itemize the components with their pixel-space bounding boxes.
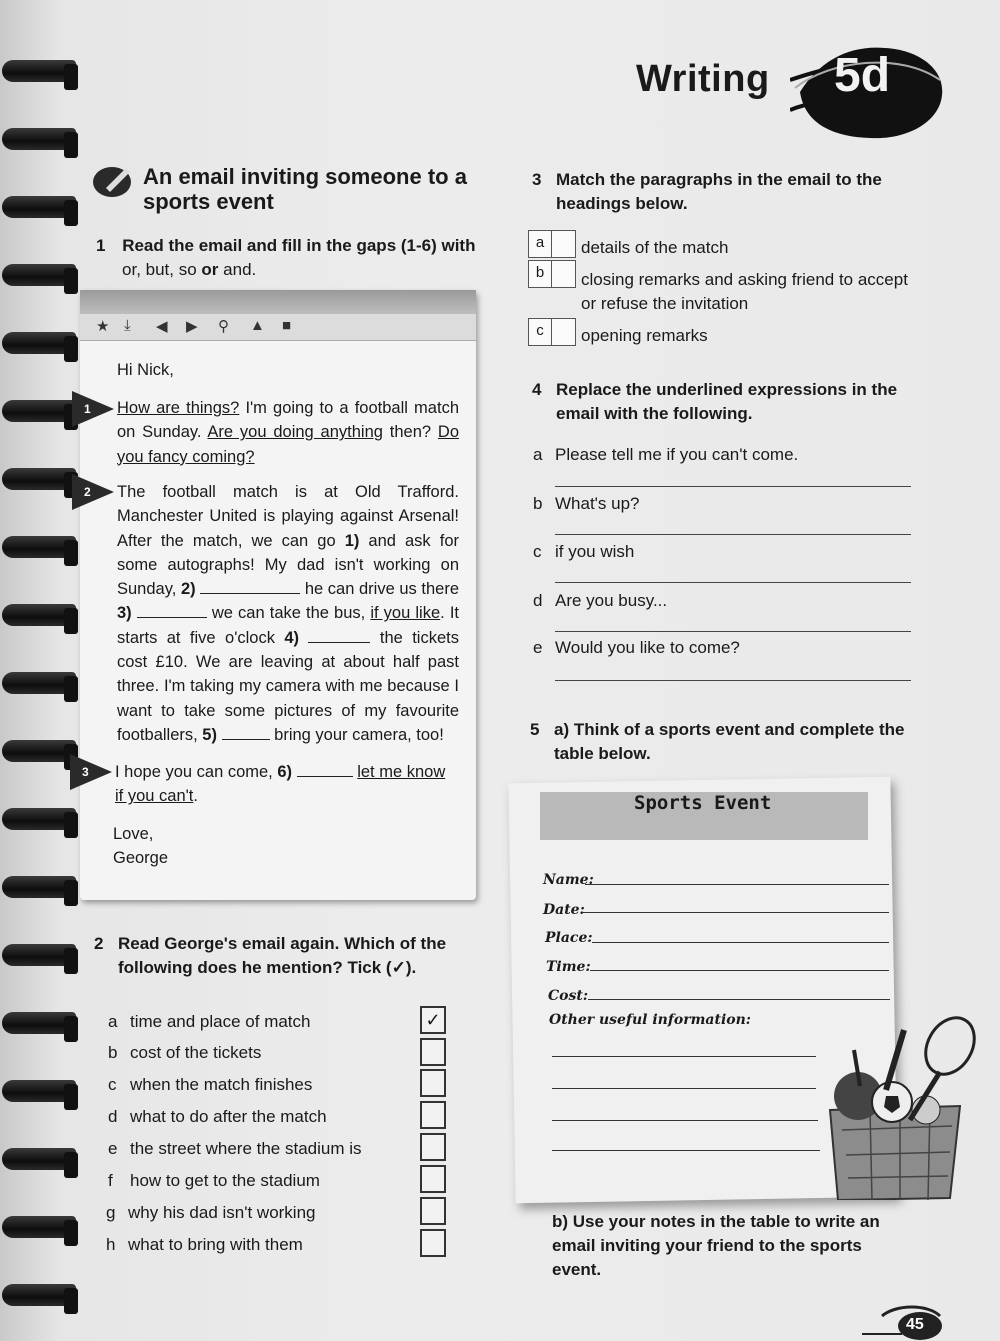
email-text: we can take the bus, bbox=[206, 604, 371, 623]
email-paragraph-2 bbox=[117, 480, 459, 747]
option-text: Would you like to come? bbox=[555, 638, 740, 657]
question-4 bbox=[532, 378, 912, 426]
question-2 bbox=[94, 932, 474, 980]
question-5b: b) Use your notes in the table to write an email inviting your friend to the sports event. bbox=[552, 1212, 880, 1279]
replacement-item bbox=[533, 540, 634, 564]
option-text: what to do after the match bbox=[130, 1107, 327, 1126]
paragraph-marker-number: 1 bbox=[84, 402, 91, 416]
replacement-item bbox=[533, 443, 798, 467]
option-letter: a bbox=[533, 445, 543, 464]
question-5a bbox=[530, 718, 910, 766]
separator: , bbox=[169, 260, 179, 279]
answer-line[interactable] bbox=[555, 486, 911, 487]
email-text: I'm going to a football match on Sunday. bbox=[117, 399, 459, 442]
answer-letter: a bbox=[529, 231, 552, 257]
field-line[interactable] bbox=[590, 970, 889, 971]
field-label: Name: bbox=[543, 872, 594, 888]
email-text: he can drive us there bbox=[300, 580, 459, 599]
answer-line[interactable] bbox=[555, 534, 911, 535]
email-text: . It starts at five o'clock bbox=[117, 604, 460, 647]
option-text: what to bring with them bbox=[128, 1235, 303, 1254]
gap-number: 1) bbox=[344, 531, 360, 550]
paragraph-marker-number: 2 bbox=[84, 485, 91, 499]
binding-ring bbox=[2, 468, 76, 490]
gap-number: 6) bbox=[277, 763, 293, 781]
tick-checkbox[interactable] bbox=[420, 1101, 446, 1129]
email-text: bring your camera, too! bbox=[269, 725, 444, 744]
word-but: but bbox=[145, 260, 170, 279]
binding-ring bbox=[2, 1284, 76, 1306]
forward-arrow-icon: ▶ bbox=[186, 318, 198, 335]
binding-ring bbox=[2, 264, 76, 286]
email-text: The football match is at Old Trafford. Manchester United is playing against Arsenal! After the match, we can go bbox=[117, 483, 459, 550]
binding-ring bbox=[2, 1216, 76, 1238]
binding-ring bbox=[2, 1080, 76, 1102]
email-greeting: Hi Nick, bbox=[117, 361, 174, 379]
email-toolbar bbox=[80, 314, 476, 341]
gap-number: 3) bbox=[117, 604, 132, 623]
answer-box[interactable] bbox=[528, 230, 576, 258]
option-text: time and place of match bbox=[130, 1012, 311, 1031]
checklist-item bbox=[108, 1041, 261, 1065]
underlined-expression: Do you fancy coming? bbox=[117, 423, 459, 466]
tick-checkbox[interactable] bbox=[420, 1133, 446, 1161]
underlined-expression: if you like bbox=[370, 604, 441, 623]
option-letter: c bbox=[108, 1075, 117, 1094]
question-prompt: Read the email and fill in the gaps (1-6) with bbox=[122, 236, 476, 255]
field-label: Cost: bbox=[548, 988, 588, 1004]
sports-equipment-basket-icon bbox=[800, 1010, 980, 1200]
binding-ring bbox=[2, 944, 76, 966]
tick-checkbox[interactable] bbox=[420, 1165, 446, 1193]
option-text: What's up? bbox=[555, 494, 640, 513]
info-line[interactable] bbox=[552, 1120, 818, 1121]
underlined-expression: How are things? bbox=[117, 399, 240, 417]
other-info-label: Other useful information: bbox=[549, 1012, 751, 1028]
question-number: 1 bbox=[96, 236, 106, 255]
question-prompt: Match the paragraphs in the email to the headings below. bbox=[556, 170, 882, 213]
unit-badge: 5d bbox=[834, 49, 891, 102]
question-3 bbox=[532, 168, 912, 216]
option-text: cost of the tickets bbox=[130, 1043, 262, 1062]
field-label: Date: bbox=[543, 902, 585, 918]
star-icon: ★ bbox=[96, 318, 110, 335]
answer-box[interactable] bbox=[528, 318, 576, 346]
question-prompt: Replace the underlined expressions in the email with the following. bbox=[556, 380, 898, 423]
separator: , bbox=[136, 260, 146, 279]
field-label: Time: bbox=[546, 959, 591, 975]
info-line[interactable] bbox=[552, 1150, 820, 1151]
page-number-splash-icon bbox=[862, 1300, 942, 1340]
answer-letter: b bbox=[529, 261, 552, 287]
gap-blank[interactable] bbox=[137, 617, 207, 618]
question-number: 2 bbox=[94, 934, 104, 953]
option-letter: d bbox=[533, 591, 543, 610]
option-letter: d bbox=[108, 1107, 118, 1126]
binding-ring bbox=[2, 808, 76, 830]
option-letter: g bbox=[106, 1203, 116, 1222]
option-letter: c bbox=[533, 542, 542, 561]
email-text: the tickets cost £10. We are leaving at about half past three. I'm taking my camera with me because I want to take some pictures of my favourite footballers, bbox=[117, 628, 459, 744]
paragraph-marker-number: 3 bbox=[82, 765, 89, 779]
gap-number: 2) bbox=[180, 580, 196, 599]
checklist-item bbox=[108, 1010, 310, 1034]
separator: . bbox=[251, 260, 257, 279]
tick-checkbox[interactable] bbox=[420, 1197, 446, 1225]
question-prompt: Read George's email again. Which of the following does he mention? Tick (✓). bbox=[118, 934, 447, 977]
option-text: when the match finishes bbox=[130, 1075, 313, 1094]
replacement-item bbox=[533, 589, 667, 613]
binding-ring bbox=[2, 740, 76, 762]
answer-line[interactable] bbox=[555, 680, 911, 681]
tick-checkbox[interactable] bbox=[420, 1038, 446, 1066]
question-prompt: a) Think of a sports event and complete the table below. bbox=[554, 720, 905, 763]
underlined-expression: let me know if you can't bbox=[115, 763, 446, 806]
mail-icon: ■ bbox=[282, 317, 292, 334]
gap-number: 5) bbox=[202, 725, 217, 744]
field-line[interactable] bbox=[585, 884, 889, 885]
email-text: and ask for some autographs! My dad isn't working on Sunday, bbox=[117, 531, 459, 599]
paragraph-marker bbox=[72, 391, 114, 427]
checklist-item bbox=[106, 1201, 316, 1225]
word-and: and bbox=[223, 260, 252, 279]
email-text: I hope you can come, bbox=[115, 763, 278, 781]
option-letter: b bbox=[533, 494, 543, 513]
binding-ring bbox=[2, 332, 76, 354]
field-line[interactable] bbox=[588, 999, 890, 1000]
field-line[interactable] bbox=[583, 912, 889, 913]
question-number: 3 bbox=[532, 170, 542, 189]
binding-ring bbox=[2, 604, 76, 626]
note-title: Sports Event bbox=[634, 792, 772, 814]
question-number: 4 bbox=[532, 380, 542, 399]
option-letter: b bbox=[108, 1043, 118, 1062]
heading-option: opening remarks bbox=[581, 326, 708, 345]
info-line[interactable] bbox=[552, 1088, 816, 1089]
option-text: Are you busy... bbox=[555, 591, 668, 610]
spiral-binding bbox=[0, 0, 46, 1341]
heading-option: details of the match bbox=[581, 238, 729, 257]
option-letter: e bbox=[533, 638, 543, 657]
option-letter: h bbox=[106, 1235, 116, 1254]
field-line[interactable] bbox=[592, 942, 889, 943]
replacement-item bbox=[533, 492, 640, 516]
checklist-item bbox=[108, 1073, 312, 1097]
binding-ring bbox=[2, 876, 76, 898]
binding-ring bbox=[2, 1148, 76, 1170]
binding-ring bbox=[2, 60, 76, 82]
checklist-item bbox=[106, 1233, 303, 1257]
option-text: if you wish bbox=[555, 542, 635, 561]
back-arrow-icon: ◀ bbox=[156, 318, 168, 335]
email-signature: George bbox=[113, 849, 169, 867]
section-title: An email inviting someone to a sports event bbox=[143, 164, 467, 214]
question-number: 5 bbox=[530, 720, 540, 739]
email-paragraph-3 bbox=[115, 760, 457, 809]
print-icon: ▲ bbox=[250, 317, 265, 334]
binding-ring bbox=[2, 400, 76, 422]
email-text: then? bbox=[382, 423, 438, 442]
email-text: . bbox=[193, 787, 198, 806]
option-text: why his dad isn't working bbox=[128, 1203, 316, 1222]
word-or: or bbox=[122, 260, 137, 279]
binding-ring bbox=[2, 128, 76, 150]
question-1 bbox=[96, 234, 486, 282]
gap-blank[interactable] bbox=[308, 642, 370, 643]
underlined-expression: Are you doing anything bbox=[207, 423, 383, 442]
answer-letter: c bbox=[529, 319, 552, 345]
gap-blank[interactable] bbox=[297, 776, 353, 777]
option-text: Please tell me if you can't come. bbox=[555, 445, 799, 464]
binding-ring bbox=[2, 1012, 76, 1034]
email-paragraph-1 bbox=[117, 396, 459, 469]
option-letter: f bbox=[108, 1171, 113, 1190]
binding-ring bbox=[2, 536, 76, 558]
binding-ring bbox=[2, 196, 76, 218]
checklist-item bbox=[108, 1105, 327, 1129]
email-closing: Love, bbox=[113, 825, 154, 843]
gap-number: 4) bbox=[284, 628, 300, 647]
checklist-item bbox=[108, 1137, 362, 1161]
paragraph-marker bbox=[72, 474, 114, 510]
binding-ring bbox=[2, 672, 76, 694]
gap-blank[interactable] bbox=[200, 593, 300, 594]
gap-blank[interactable] bbox=[222, 739, 270, 740]
word-so: so bbox=[178, 260, 197, 279]
info-line[interactable] bbox=[552, 1056, 816, 1057]
option-letter: a bbox=[108, 1012, 118, 1031]
tick-checkbox[interactable] bbox=[420, 1069, 446, 1097]
tick-checkbox[interactable] bbox=[420, 1229, 446, 1257]
paragraph-marker bbox=[70, 754, 112, 790]
tick-checkbox[interactable]: ✓ bbox=[420, 1006, 446, 1034]
heading-option: closing remarks and asking friend to accept or refuse the invitation bbox=[581, 270, 908, 313]
answer-line[interactable] bbox=[555, 582, 911, 583]
pin-icon: ⤓ bbox=[124, 317, 131, 334]
option-text: how to get to the stadium bbox=[130, 1171, 320, 1190]
page-title: Writing bbox=[636, 58, 770, 100]
answer-box[interactable] bbox=[528, 260, 576, 288]
separator: or bbox=[196, 260, 224, 279]
field-label: Place: bbox=[545, 930, 593, 946]
option-letter: e bbox=[108, 1139, 118, 1158]
search-icon: ⚲ bbox=[218, 318, 229, 335]
answer-line[interactable] bbox=[555, 631, 911, 632]
replacement-item bbox=[533, 636, 740, 660]
checklist-item bbox=[108, 1169, 320, 1193]
page-number: 45 bbox=[906, 1316, 924, 1333]
option-text: the street where the stadium is bbox=[130, 1139, 362, 1158]
writing-pencil-icon bbox=[92, 162, 134, 198]
email-title-bar bbox=[80, 290, 476, 314]
